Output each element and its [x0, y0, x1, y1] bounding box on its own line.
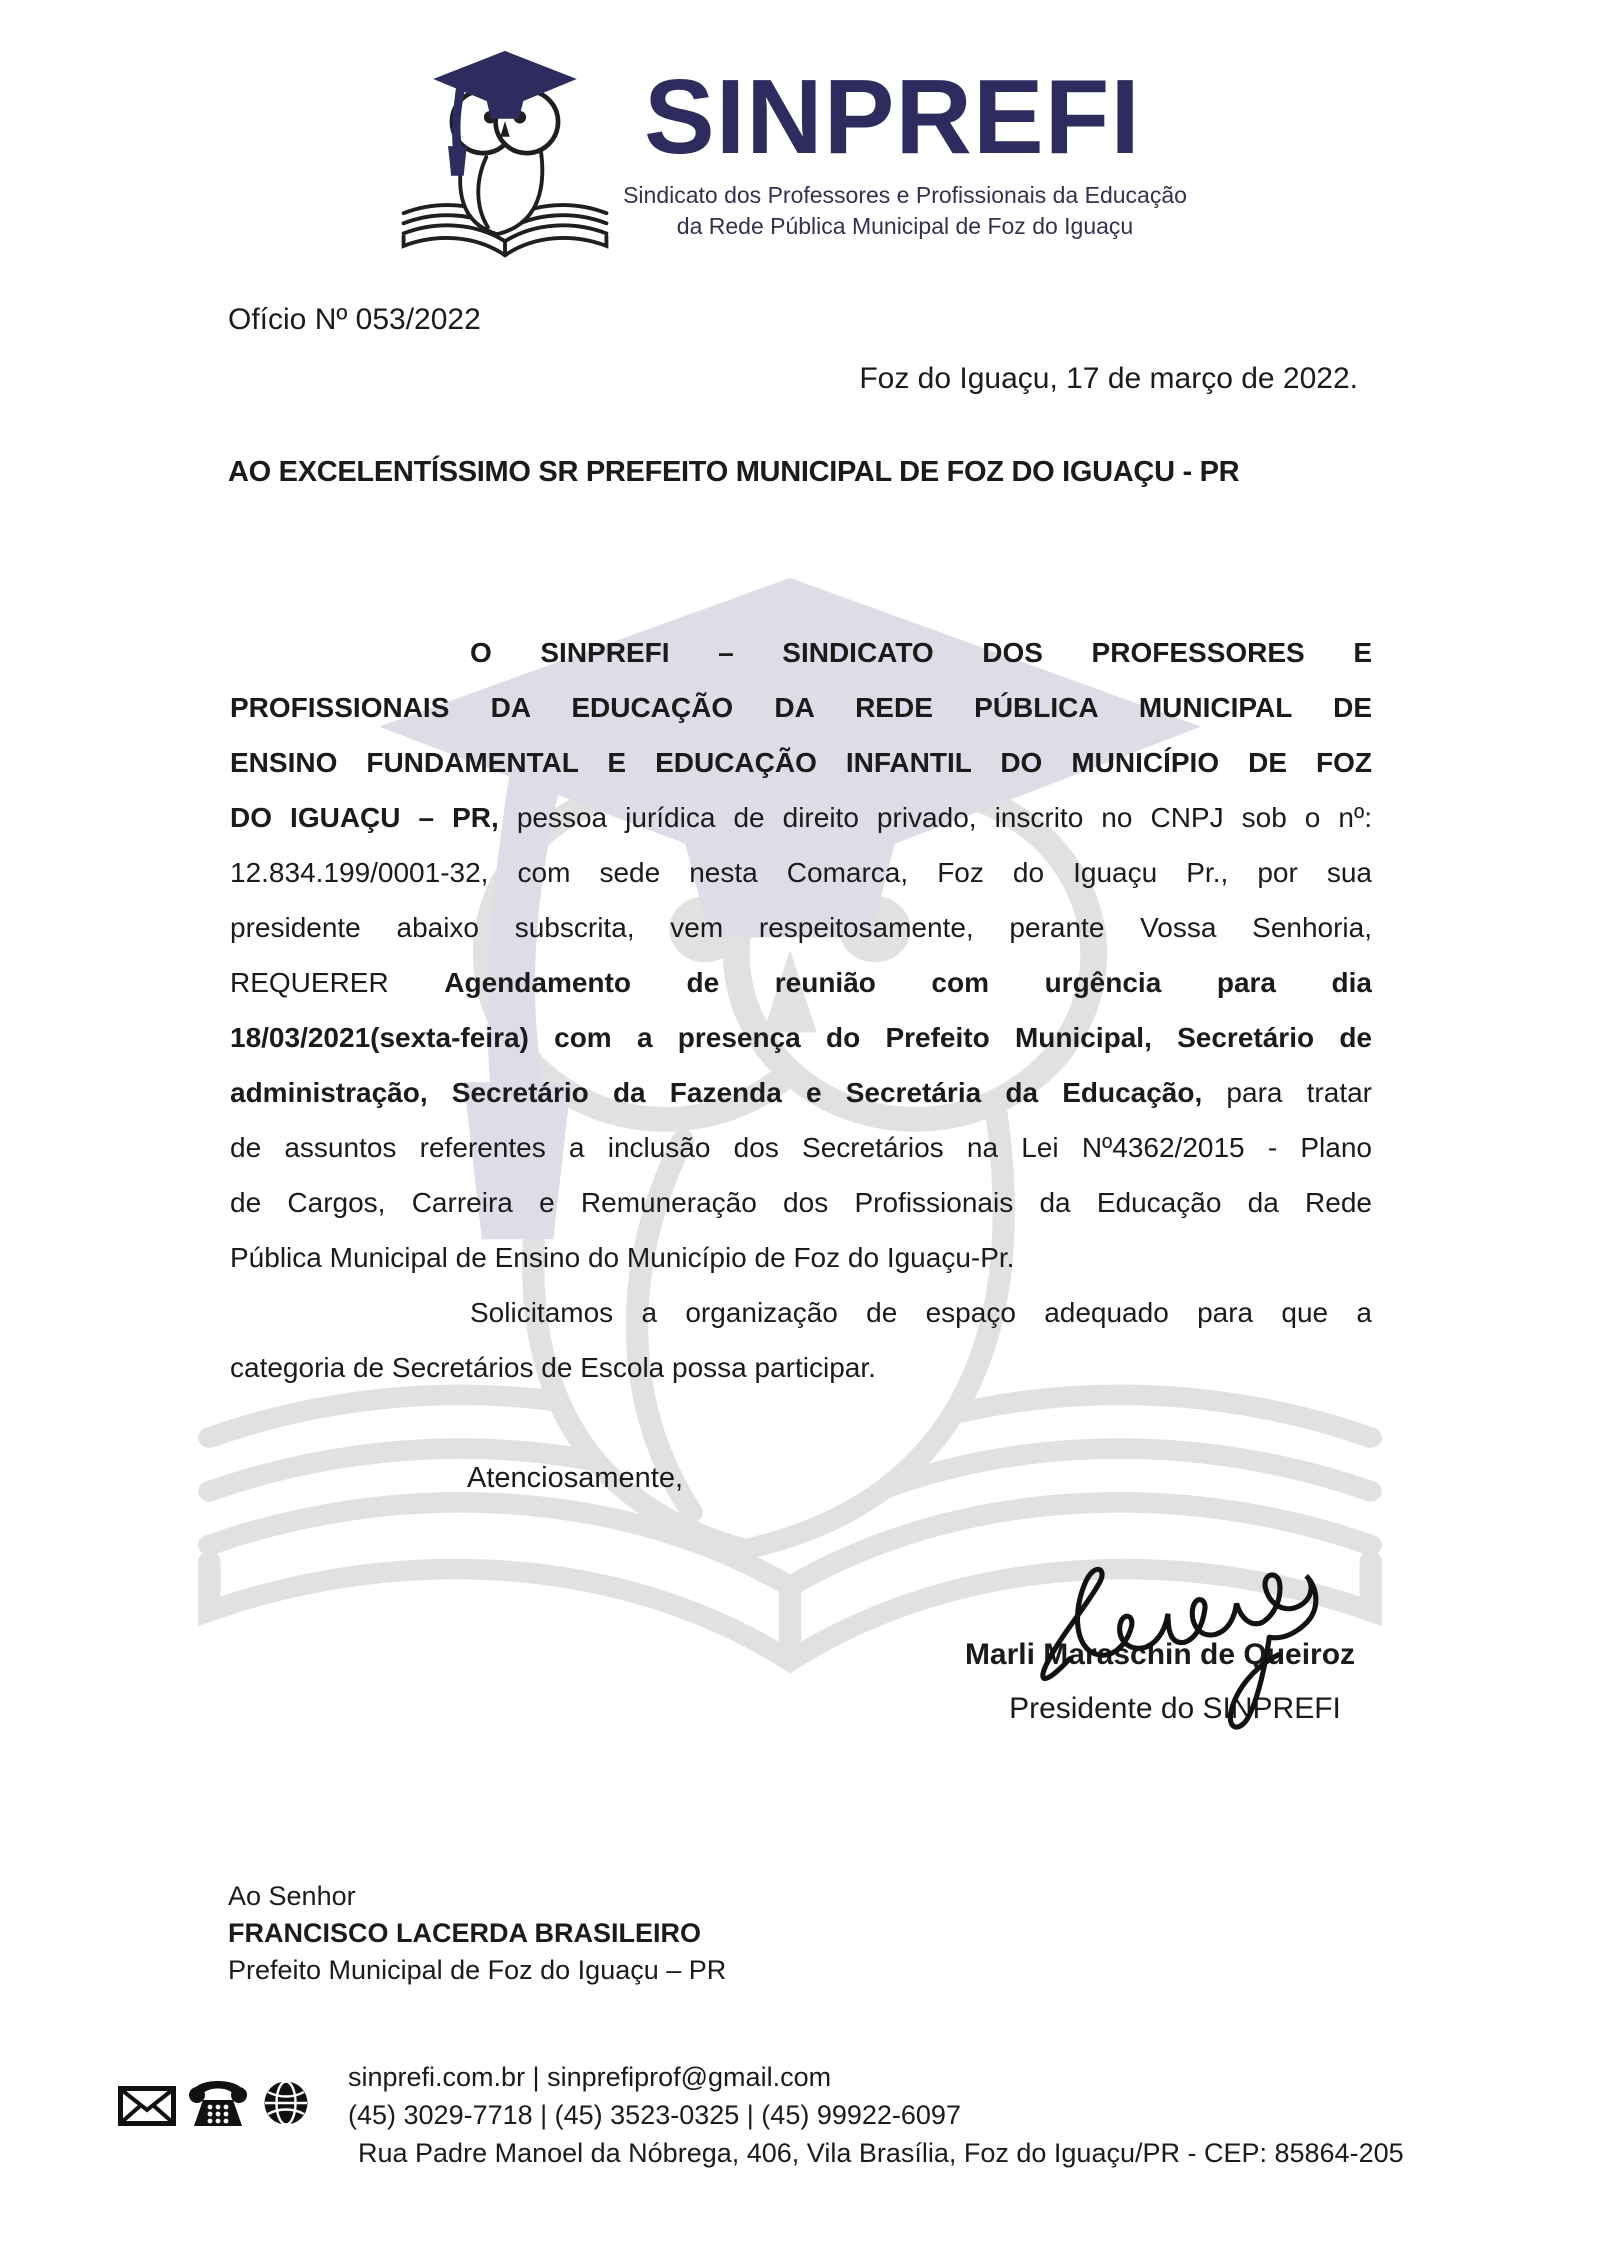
- body-line: [230, 1065, 1372, 1120]
- letter-body: [230, 625, 1372, 1395]
- body-line-segment: Solicitamos a organização de espaço adequado para que a: [470, 1297, 1372, 1328]
- handwritten-signature: [1015, 1540, 1325, 1755]
- document-reference: Ofício Nº 053/2022: [228, 303, 481, 336]
- body-line-segment: DO IGUAÇU – PR,: [230, 802, 499, 833]
- addressee-heading: AO EXCELENTÍSSIMO SR PREFEITO MUNICIPAL DE FOZ DO IGUAÇU - PR: [228, 456, 1240, 488]
- body-line-segment: O SINPREFI – SINDICATO DOS PROFESSORES E: [470, 637, 1372, 668]
- body-line: [230, 790, 1372, 845]
- dateline: Foz do Iguaçu, 17 de março de 2022.: [859, 362, 1358, 395]
- body-line-segment: pessoa jurídica de direito privado, inscrito no CNPJ sob o nº:: [498, 802, 1372, 833]
- footer-contact-lines: [348, 2058, 1404, 2172]
- footer-address: Rua Padre Manoel da Nóbrega, 406, Vila Brasília, Foz do Iguaçu/PR - CEP: 85864-205: [358, 2138, 1404, 2168]
- recipient-block: [228, 1878, 726, 1989]
- signatory-role: Presidente do SINPREFI: [1009, 1692, 1341, 1725]
- footer-phones: (45) 3029-7718 | (45) 3523-0325 | (45) 99922-6097: [348, 2100, 961, 2130]
- body-line: [230, 1120, 1372, 1175]
- body-line: [230, 680, 1372, 735]
- body-line-segment: 12.834.199/0001-32, com sede nesta Comarca, Foz do Iguaçu Pr., por sua: [230, 857, 1372, 888]
- body-line: [230, 1340, 1372, 1395]
- body-line: [230, 1175, 1372, 1230]
- body-line: [230, 1285, 1372, 1340]
- body-line-segment: administração, Secretário da Fazenda e Secretária da Educação,: [230, 1077, 1203, 1108]
- org-subtitle-line2: da Rede Pública Municipal de Foz do Iguaçu: [676, 213, 1134, 239]
- body-line-segment: de Cargos, Carreira e Remuneração dos Profissionais da Educação da Rede: [230, 1187, 1372, 1218]
- owl-graduation-cap-open-book-logo: [388, 40, 622, 274]
- body-line-segment: 18/03/2021(sexta-feira) com a presença do Prefeito Municipal, Secretário de: [230, 1022, 1372, 1053]
- org-subtitle-line1: Sindicato dos Professores e Profissionais da Educação: [623, 182, 1187, 208]
- telephone-icon: [188, 2076, 248, 2128]
- recipient-salutation: Ao Senhor: [228, 1881, 356, 1911]
- signatory-name: Marli Maraschin de Queiroz: [964, 1638, 1356, 1671]
- body-line: [230, 845, 1372, 900]
- footer-web-email: sinprefi.com.br | sinprefiprof@gmail.com: [348, 2062, 832, 2092]
- recipient-name: FRANCISCO LACERDA BRASILEIRO: [228, 1918, 702, 1948]
- body-line-segment: Pública Municipal de Ensino do Município de Foz do Iguaçu-Pr.: [230, 1242, 1015, 1273]
- body-line-segment: ENSINO FUNDAMENTAL E EDUCAÇÃO INFANTIL DO MUNICÍPIO DE FOZ: [230, 747, 1372, 778]
- org-name: SINPREFI: [644, 58, 1141, 176]
- body-line-segment: categoria de Secretários de Escola possa participar.: [230, 1352, 876, 1383]
- body-line: [230, 735, 1372, 790]
- body-line-segment: PROFISSIONAIS DA EDUCAÇÃO DA REDE PÚBLICA MUNICIPAL DE: [230, 692, 1372, 723]
- body-line: [230, 900, 1372, 955]
- body-line-segment: de assuntos referentes a inclusão dos Secretários na Lei Nº4362/2015 - Plano: [230, 1132, 1372, 1163]
- body-line: [230, 955, 1372, 1010]
- body-line-segment: para tratar: [1202, 1077, 1372, 1108]
- body-line-segment: presidente abaixo subscrita, vem respeitosamente, perante Vossa Senhoria,: [230, 912, 1372, 943]
- body-line: [230, 625, 1372, 680]
- body-line-segment: REQUERER: [230, 967, 445, 998]
- closing-salutation: Atenciosamente,: [467, 1462, 684, 1494]
- org-subtitle: [623, 180, 1187, 242]
- recipient-title: Prefeito Municipal de Foz do Iguaçu – PR: [228, 1955, 727, 1985]
- body-line-segment: Agendamento de reunião com urgência para dia: [444, 967, 1372, 998]
- envelope-icon: [118, 2086, 176, 2126]
- body-line: [230, 1230, 1372, 1285]
- body-line: [230, 1010, 1372, 1065]
- globe-icon: [262, 2079, 310, 2127]
